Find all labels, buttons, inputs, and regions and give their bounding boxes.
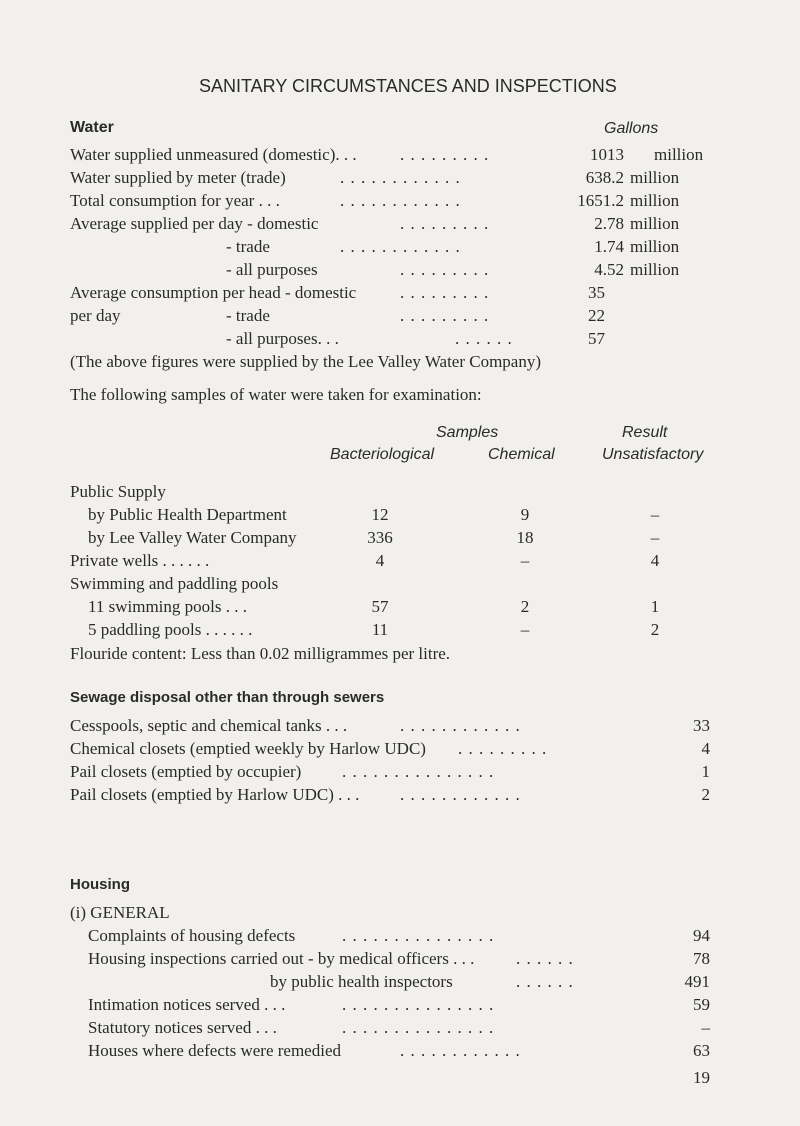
water-row-value: 22 bbox=[588, 306, 605, 325]
sample-chem: – bbox=[520, 551, 530, 570]
water-row-unit: million bbox=[630, 168, 680, 187]
fluoride-note: Flouride content: Less than 0.02 milligrammes per litre. bbox=[70, 644, 451, 663]
water-row-unit: million bbox=[654, 145, 704, 164]
water-row-label-a: per day bbox=[70, 306, 121, 325]
water-row-unit: million bbox=[630, 260, 680, 279]
page-title: SANITARY CIRCUMSTANCES AND INSPECTIONS bbox=[199, 76, 617, 96]
housing-row-value: 94 bbox=[693, 926, 710, 945]
sample-row-label: by Lee Valley Water Company bbox=[88, 528, 297, 547]
sewage-heading: Sewage disposal other than through sewers bbox=[70, 689, 385, 706]
water-row-unit: million bbox=[630, 214, 680, 233]
sewage-row-label: Cesspools, septic and chemical tanks . . . bbox=[70, 716, 348, 735]
water-row-unit: million bbox=[630, 191, 680, 210]
leader-dots: . . . . . . . . . . . . bbox=[400, 1041, 521, 1060]
sewage-row-label: Pail closets (emptied by Harlow UDC) . . . bbox=[70, 785, 360, 804]
water-row-value: 2.78 bbox=[594, 214, 624, 233]
leader-dots: . . . . . . bbox=[455, 329, 513, 348]
page-number: 19 bbox=[693, 1068, 710, 1087]
sewage-row-label: Pail closets (emptied by occupier) bbox=[70, 762, 302, 781]
sample-bact: 4 bbox=[375, 551, 385, 570]
sample-row-label: 5 paddling pools . . . . . . bbox=[88, 620, 253, 639]
water-row-label: Total consumption for year . . . bbox=[70, 191, 280, 210]
sample-bact: 336 bbox=[367, 528, 393, 547]
water-note: (The above figures were supplied by the Lee Valley Water Company) bbox=[70, 352, 542, 371]
leader-dots: . . . . . . . . . . . . . . . bbox=[342, 926, 495, 945]
leader-dots: . . . . . . . . . . . . bbox=[340, 168, 461, 187]
gallons-heading: Gallons bbox=[604, 120, 659, 137]
sample-row-label: by Public Health Department bbox=[88, 505, 287, 524]
sample-chem: 2 bbox=[520, 597, 530, 616]
leader-dots: . . . . . . . . . bbox=[400, 145, 490, 164]
leader-dots: . . . . . . . . . bbox=[400, 306, 490, 325]
water-row-value: 35 bbox=[588, 283, 605, 302]
leader-dots: . . . . . . . . . bbox=[400, 260, 490, 279]
water-row-label: Water supplied unmeasured (domestic). . . bbox=[70, 145, 357, 164]
sewage-row-label: Chemical closets (emptied weekly by Harlow UDC) bbox=[70, 739, 426, 758]
water-row-label: Average consumption per head - domestic bbox=[70, 283, 357, 302]
water-row-label: - trade bbox=[226, 306, 270, 325]
housing-row-label: by public health inspectors bbox=[270, 972, 453, 991]
water-row-label: - all purposes bbox=[226, 260, 318, 279]
leader-dots: . . . . . . bbox=[516, 949, 574, 968]
water-row-label: Water supplied by meter (trade) bbox=[70, 168, 286, 187]
water-row-value: 638.2 bbox=[585, 168, 624, 187]
housing-subheading: (i) GENERAL bbox=[70, 903, 170, 922]
sewage-row-value: 4 bbox=[701, 739, 710, 758]
leader-dots: . . . . . . . . . bbox=[458, 739, 548, 758]
sewage-row-value: 33 bbox=[693, 716, 710, 735]
water-row-unit: million bbox=[630, 237, 680, 256]
sewage-row-value: 2 bbox=[701, 785, 710, 804]
leader-dots: . . . . . . bbox=[516, 972, 574, 991]
leader-dots: . . . . . . . . . . . . bbox=[340, 191, 461, 210]
leader-dots: . . . . . . . . . bbox=[400, 283, 490, 302]
leader-dots: . . . . . . . . . bbox=[400, 214, 490, 233]
housing-row-label: Houses where defects were remedied bbox=[88, 1041, 341, 1060]
housing-row-label: Statutory notices served . . . bbox=[88, 1018, 277, 1037]
housing-row-value: 78 bbox=[693, 949, 710, 968]
leader-dots: . . . . . . . . . . . . bbox=[400, 716, 521, 735]
samples-intro: The following samples of water were taken for examination: bbox=[70, 385, 482, 404]
leader-dots: . . . . . . . . . . . . . . . bbox=[342, 762, 495, 781]
housing-row-label: Housing inspections carried out - by medical officers . . . bbox=[88, 949, 475, 968]
swimming-heading: Swimming and paddling pools bbox=[70, 574, 279, 593]
water-row-label: - trade bbox=[226, 237, 270, 256]
water-row-value: 57 bbox=[588, 329, 605, 348]
water-row-value: 1.74 bbox=[594, 237, 624, 256]
sample-row-label: 11 swimming pools . . . bbox=[88, 597, 247, 616]
sample-bact: 57 bbox=[371, 597, 389, 616]
water-row-label: - all purposes. . . bbox=[226, 329, 339, 348]
housing-row-value: – bbox=[701, 1018, 710, 1037]
sample-bact: 11 bbox=[371, 620, 389, 639]
housing-row-value: 59 bbox=[693, 995, 710, 1014]
sample-unsat: – bbox=[650, 505, 660, 524]
sewage-row-value: 1 bbox=[701, 762, 710, 781]
water-row-value: 4.52 bbox=[594, 260, 624, 279]
sample-chem: 9 bbox=[520, 505, 530, 524]
unsatisfactory-heading: Unsatisfactory bbox=[602, 446, 704, 463]
sample-row-label: Private wells . . . . . . bbox=[70, 551, 210, 570]
sample-unsat: – bbox=[650, 528, 660, 547]
housing-row-value: 491 bbox=[684, 972, 710, 991]
samples-heading: Samples bbox=[436, 424, 499, 441]
leader-dots: . . . . . . . . . . . . bbox=[340, 237, 461, 256]
sample-unsat: 2 bbox=[650, 620, 660, 639]
sample-unsat: 1 bbox=[650, 597, 660, 616]
chemical-heading: Chemical bbox=[488, 446, 555, 463]
housing-row-label: Intimation notices served . . . bbox=[88, 995, 286, 1014]
bacteriological-heading: Bacteriological bbox=[330, 446, 435, 463]
water-row-value: 1013 bbox=[590, 145, 624, 164]
leader-dots: . . . . . . . . . . . . bbox=[400, 785, 521, 804]
sample-chem: – bbox=[520, 620, 530, 639]
sample-chem: 18 bbox=[516, 528, 534, 547]
public-supply-heading: Public Supply bbox=[70, 482, 166, 501]
water-row-value: 1651.2 bbox=[577, 191, 624, 210]
sample-unsat: 4 bbox=[650, 551, 660, 570]
housing-heading: Housing bbox=[70, 876, 130, 893]
leader-dots: . . . . . . . . . . . . . . . bbox=[342, 995, 495, 1014]
result-heading: Result bbox=[622, 424, 668, 441]
housing-row-label: Complaints of housing defects bbox=[88, 926, 296, 945]
leader-dots: . . . . . . . . . . . . . . . bbox=[342, 1018, 495, 1037]
housing-row-value: 63 bbox=[693, 1041, 710, 1060]
water-heading: Water bbox=[70, 119, 114, 136]
water-row-label: Average supplied per day - domestic bbox=[70, 214, 319, 233]
sample-bact: 12 bbox=[371, 505, 389, 524]
